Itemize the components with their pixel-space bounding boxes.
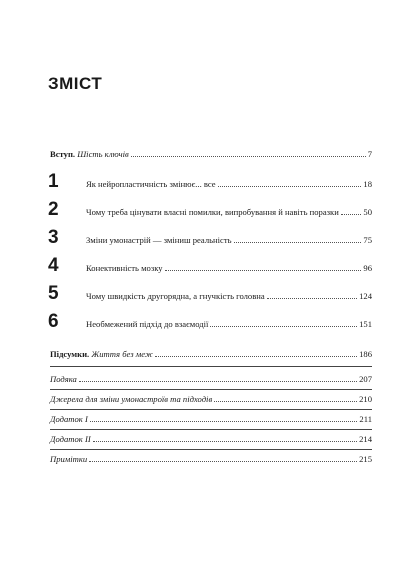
chapter-page: 124: [359, 291, 372, 301]
toc-entry-page: 186: [359, 349, 372, 359]
leader-dots: [165, 269, 362, 271]
chapter-title: Зміни умонастрій — зміниш реальність: [86, 235, 232, 245]
toc-chapter-1[interactable]: [48, 171, 372, 192]
toc-entry-intro[interactable]: [50, 146, 372, 160]
toc-entry-page: 215: [359, 454, 372, 464]
divider: [50, 429, 372, 430]
chapter-page: 50: [363, 207, 372, 217]
chapter-title: Конективність мозку: [86, 263, 163, 273]
toc-chapter-2[interactable]: [48, 199, 372, 220]
toc-entry-page: 207: [359, 374, 372, 384]
leader-dots: [79, 380, 357, 382]
chapter-title: Як нейропластичність змінює... все: [86, 179, 216, 189]
toc-entry-prefix: Підсумки.: [50, 349, 90, 359]
divider: [50, 366, 372, 367]
leader-dots: [131, 155, 366, 157]
toc-entry-sources[interactable]: [50, 391, 372, 405]
toc-entry-prefix: Вступ.: [50, 149, 76, 159]
toc-chapter-6[interactable]: [48, 311, 372, 332]
chapter-number: 5: [48, 283, 59, 304]
chapter-page: 96: [363, 263, 372, 273]
chapter-page: 151: [359, 319, 372, 329]
toc-entry-title: Додаток І: [50, 414, 88, 424]
toc-entry-appendix-2[interactable]: [50, 431, 372, 445]
toc-entry-label: [50, 148, 129, 160]
toc-chapter-3[interactable]: [48, 227, 372, 248]
toc-entry-summary[interactable]: [50, 346, 372, 360]
toc-entry-notes[interactable]: [50, 451, 372, 465]
toc-entry-page: 7: [367, 149, 372, 159]
chapter-number: 6: [48, 311, 59, 332]
leader-dots: [214, 400, 357, 402]
toc-entry-appendix-1[interactable]: [50, 411, 372, 425]
chapter-number: 4: [48, 255, 59, 276]
toc-entry-page: 211: [359, 414, 372, 424]
toc-entry-title: Джерела для зміни умонастроїв та підходів: [50, 394, 213, 404]
leader-dots: [218, 185, 362, 187]
leader-dots: [93, 440, 357, 442]
toc-entry-acknowledgments[interactable]: [50, 371, 372, 385]
chapter-title: Необмежений підхід до взаємодії: [86, 319, 209, 329]
chapter-number: 3: [48, 227, 59, 248]
chapter-number: 2: [48, 199, 59, 220]
chapter-number: 1: [48, 171, 59, 192]
chapter-page: 75: [363, 235, 372, 245]
toc-entry-title: Життя без меж: [91, 349, 153, 359]
toc-chapter-5[interactable]: [48, 283, 372, 304]
toc-entry-title: Шість ключів: [77, 149, 129, 159]
chapter-page: 18: [363, 179, 372, 189]
leader-dots: [267, 297, 357, 299]
toc-chapter-4[interactable]: [48, 255, 372, 276]
leader-dots: [210, 325, 357, 327]
toc-entry-title: Примітки: [50, 454, 88, 464]
toc-entry-label: [50, 348, 153, 360]
divider: [50, 389, 372, 390]
page-title: ЗМІСТ: [48, 74, 103, 93]
toc-entry-page: 214: [359, 434, 372, 444]
leader-dots: [89, 460, 357, 462]
chapter-title: Чому треба цінувати власні помилки, випробування й навіть поразки: [86, 207, 339, 217]
divider: [50, 409, 372, 410]
chapter-title: Чому швидкість другорядна, а гнучкість головна: [86, 291, 265, 301]
leader-dots: [155, 355, 357, 357]
toc-entry-page: 210: [359, 394, 372, 404]
leader-dots: [90, 420, 358, 422]
toc-entry-title: Додаток ІІ: [50, 434, 91, 444]
divider: [50, 449, 372, 450]
toc-entry-title: Подяка: [50, 374, 77, 384]
leader-dots: [341, 213, 362, 215]
leader-dots: [234, 241, 362, 243]
